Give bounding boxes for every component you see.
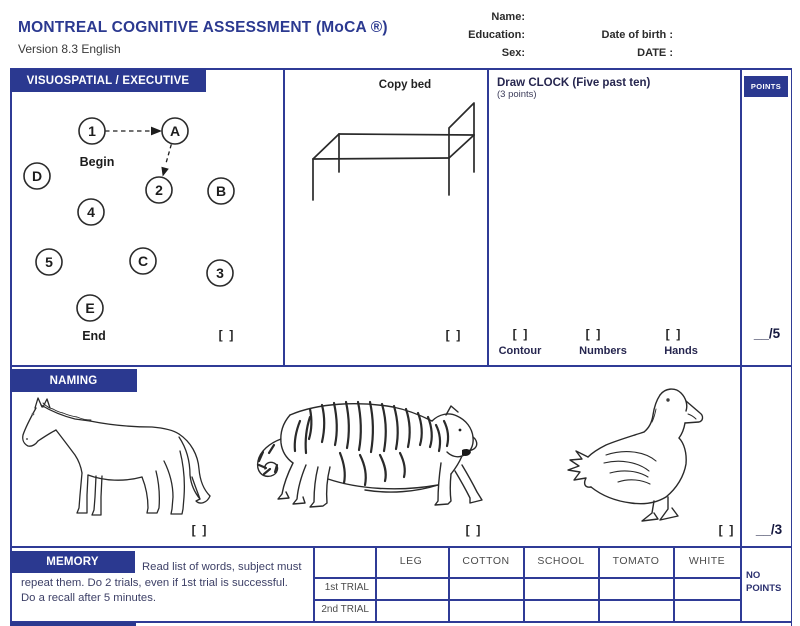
points-column-divider bbox=[740, 68, 742, 621]
trail-node-label: 3 bbox=[216, 265, 224, 281]
memory-instructions-line3: Do a recall after 5 minutes. bbox=[21, 592, 156, 604]
version-label: Version 8.3 English bbox=[18, 42, 121, 56]
trail-node-label: 4 bbox=[87, 204, 95, 220]
points-header-label: POINTS bbox=[750, 82, 782, 91]
arrowhead-1-to-A bbox=[151, 127, 162, 136]
visuospatial-score: __/5 bbox=[753, 326, 781, 341]
trail-node-label: B bbox=[215, 183, 227, 199]
clock-hands-bracket: [ ] bbox=[665, 327, 681, 341]
memory-trial2-label: 2nd TRIAL bbox=[321, 604, 369, 615]
memory-word-tomato: TOMATO bbox=[612, 555, 660, 567]
trail-node-label: D bbox=[31, 168, 43, 184]
memory-col1-divider bbox=[375, 546, 377, 621]
naming-bottom-border bbox=[10, 546, 792, 548]
memory-instructions-line2: repeat them. Do 2 trials, even if 1st trial is successful. bbox=[21, 577, 288, 589]
memory-section-label: MEMORY bbox=[46, 556, 99, 568]
trail-score-bracket: [ ] bbox=[218, 328, 234, 342]
bed-score-bracket: [ ] bbox=[445, 328, 461, 342]
memory-col3-divider bbox=[523, 546, 525, 621]
memory-col5-divider bbox=[673, 546, 675, 621]
tiger-stripes bbox=[259, 402, 448, 485]
memory-word-white: WHITE bbox=[688, 555, 726, 567]
duck-wing bbox=[606, 452, 656, 461]
table-right-border bbox=[791, 68, 793, 626]
naming-horse-bracket: [ ] bbox=[191, 523, 207, 537]
clock-contour-label: Contour bbox=[498, 345, 542, 357]
bed-back-rail bbox=[339, 134, 474, 135]
clock-title: Draw CLOCK (Five past ten) bbox=[497, 77, 651, 89]
memory-word-school: SCHOOL bbox=[537, 555, 585, 567]
trail-node-label: A bbox=[169, 123, 181, 139]
name-field-label: Name: bbox=[491, 11, 525, 23]
date-of-birth-field-label: Date of birth : bbox=[601, 29, 673, 41]
next-section-header-partial bbox=[10, 622, 136, 626]
visuospatial-section-label: VISUOSPATIAL / EXECUTIVE bbox=[26, 74, 190, 87]
bed-left-end bbox=[313, 134, 339, 159]
trail-node-label: 1 bbox=[88, 123, 96, 139]
memory-row2-border bbox=[313, 599, 741, 601]
clock-numbers-bracket: [ ] bbox=[585, 327, 601, 341]
memory-instructions-line1: Read list of words, subject must bbox=[142, 561, 302, 573]
memory-word-leg: LEG bbox=[399, 555, 423, 567]
trail-begin-label: Begin bbox=[79, 155, 115, 169]
naming-section-label: NAMING bbox=[49, 374, 98, 387]
page-title: MONTREAL COGNITIVE ASSESSMENT (MoCA ®) bbox=[18, 19, 388, 36]
duck-bill bbox=[685, 401, 703, 423]
arrowhead-A-to-2 bbox=[161, 167, 168, 177]
trail-node-label: E bbox=[85, 300, 95, 316]
bed-front-rail bbox=[313, 158, 449, 159]
clock-hands-label: Hands bbox=[664, 345, 698, 357]
trail-node-label: 2 bbox=[155, 182, 163, 198]
trail-end-label: End bbox=[82, 329, 106, 343]
naming-score: __/3 bbox=[755, 522, 783, 537]
duck-foot bbox=[660, 497, 678, 520]
memory-col2-divider bbox=[448, 546, 450, 621]
memory-word-cotton: COTTON bbox=[462, 555, 510, 567]
memory-trial1-label: 1st TRIAL bbox=[324, 582, 369, 593]
duck-eye bbox=[666, 398, 669, 401]
date-field-label: DATE : bbox=[637, 47, 673, 59]
bed-clock-divider bbox=[487, 68, 489, 366]
bed-headboard bbox=[449, 103, 474, 158]
horse-eye bbox=[32, 413, 35, 416]
duck-illustration bbox=[548, 387, 713, 529]
duck-tail bbox=[568, 451, 591, 487]
tiger-illustration bbox=[248, 395, 488, 507]
clock-contour-bracket: [ ] bbox=[512, 327, 528, 341]
clock-subtitle: (3 points) bbox=[497, 89, 537, 100]
trail-making-diagram bbox=[10, 92, 283, 366]
bed-drawing bbox=[283, 92, 487, 366]
arrow-A-to-2 bbox=[166, 145, 172, 166]
points-column-header bbox=[744, 76, 788, 97]
bed-right-end bbox=[449, 135, 474, 158]
copy-bed-title: Copy bed bbox=[378, 79, 432, 91]
trail-node-label: C bbox=[137, 253, 149, 269]
trail-node-label: 5 bbox=[45, 254, 53, 270]
memory-section-header bbox=[10, 551, 135, 573]
naming-section-header bbox=[10, 369, 137, 392]
memory-col4-divider bbox=[598, 546, 600, 621]
memory-no-points-line2: POINTS bbox=[746, 583, 782, 594]
clock-numbers-label: Numbers bbox=[579, 345, 627, 357]
naming-tiger-bracket: [ ] bbox=[465, 523, 481, 537]
memory-row1-border bbox=[313, 577, 741, 579]
memory-no-points-line1: NO bbox=[746, 570, 761, 581]
education-field-label: Education: bbox=[468, 29, 525, 41]
sex-field-label: Sex: bbox=[501, 47, 525, 59]
tiger-eye bbox=[459, 429, 462, 432]
visuospatial-section-header bbox=[10, 69, 206, 92]
horse-illustration bbox=[10, 390, 240, 518]
naming-duck-bracket: [ ] bbox=[718, 523, 734, 537]
horse-nostril bbox=[26, 438, 28, 440]
horse-ear bbox=[35, 398, 42, 408]
